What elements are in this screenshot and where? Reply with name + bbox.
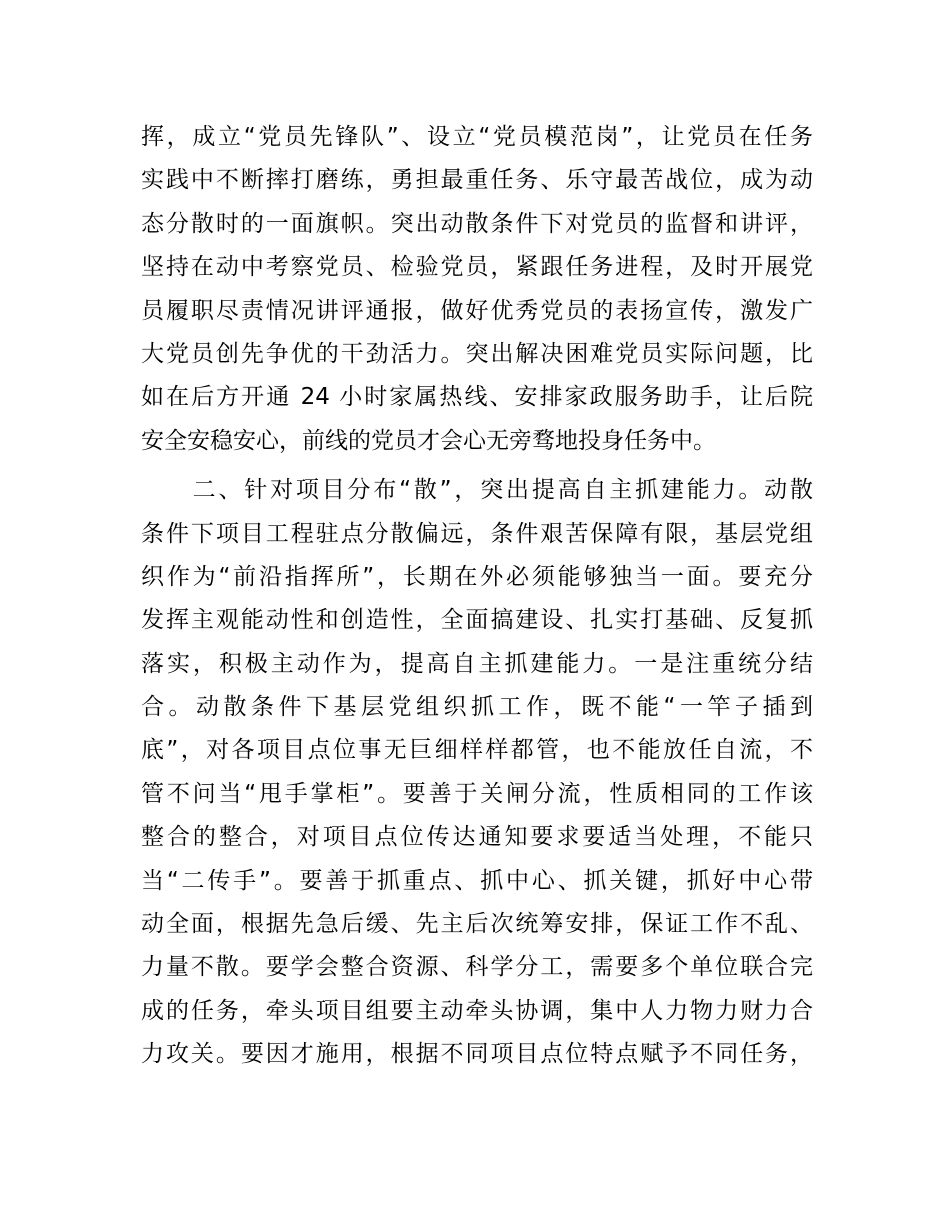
text-line: 实践中不断摔打磨练，勇担最重任务、乐守最苦战位，成为动 [141,167,813,194]
text-line: 员履职尽责情况讲评通报，做好优秀党员的表扬宣传，激发广 [141,297,813,324]
text-line: 织作为“前沿指挥所”，长期在外必须能够独当一面。要充分 [141,563,813,590]
paragraph-end-line: 安全安稳安心，前线的党员才会心无旁骛地投身任务中。 [141,427,716,454]
text-line: 挥，成立“党员先锋队”、设立“党员模范岗”，让党员在任务 [141,124,813,150]
text-line: 坚持在动中考察党员、检验党员，紧跟任务进程，及时开展党 [141,254,813,281]
text-line: 条件下项目工程驻点分散偏远，条件艰苦保障有限，基层党组 [141,520,813,547]
text-line: 态分散时的一面旗帜。突出动散条件下对党员的监督和讲评， [141,210,813,237]
text-line: 管不问当“甩手掌柜”。要善于关闸分流，性质相同的工作该 [141,780,813,807]
text-line: 力量不散。要学会整合资源、科学分工，需要多个单位联合完 [141,954,813,981]
body-text [141,116,813,1077]
text-line: 动全面，根据先急后缓、先主后次统筹安排，保证工作不乱、 [141,911,813,938]
text-line: 力攻关。要因才施用，根据不同项目点位特点赋予不同任务， [141,1041,813,1068]
text-line: 底”，对各项目点位事无巨细样样都管，也不能放任自流，不 [141,737,813,764]
text-line: 当“二传手”。要善于抓重点、抓中心、抓关键，抓好中心带 [141,867,813,894]
section-heading-line: 二、针对项目分布“散”，突出提高自主抓建能力。动散 [141,477,813,504]
text-line: 成的任务，牵头项目组要主动牵头协调，集中人力物力财力合 [141,997,813,1024]
text-line: 落实，积极主动作为，提高自主抓建能力。一是注重统分结 [141,650,813,677]
text-line: 发挥主观能动性和创造性，全面搞建设、扎实打基础、反复抓 [141,607,813,634]
text-line: 大党员创先争优的干劲活力。突出解决困难党员实际问题，比 [141,340,813,367]
text-line: 整合的整合，对项目点位传达通知要求要适当处理，不能只 [141,824,813,851]
text-line: 合。动散条件下基层党组织抓工作，既不能“一竿子插到 [141,694,813,721]
text-line: 如在后方开通 24 小时家属热线、安排家政服务助手，让后院 [141,384,813,411]
